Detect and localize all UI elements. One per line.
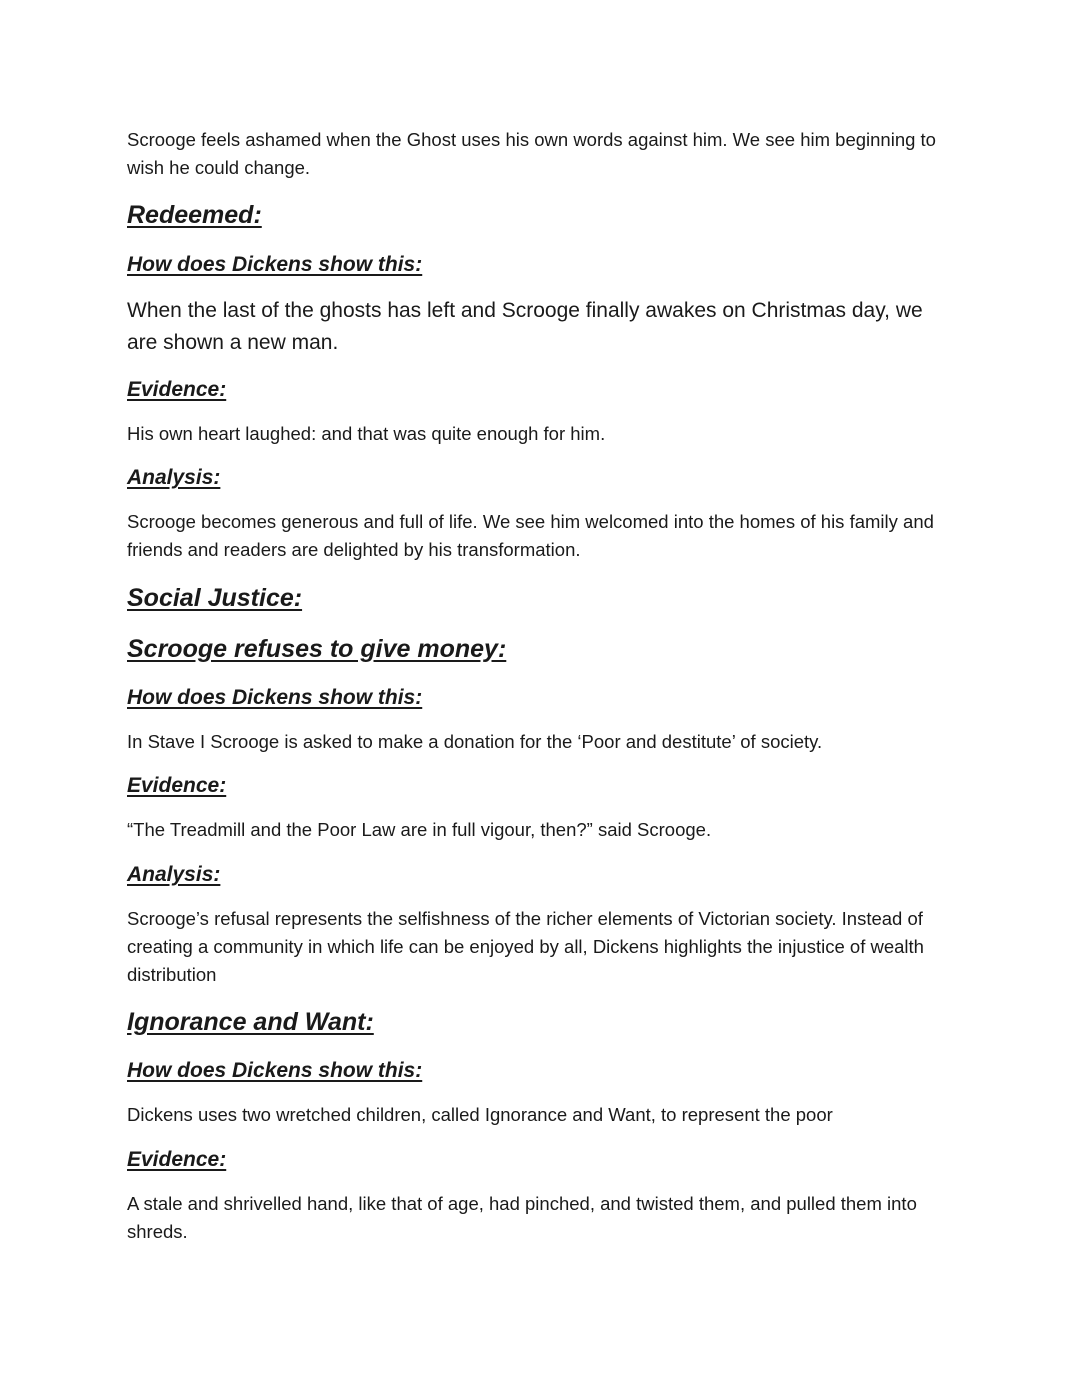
paragraph-treadmill-quote: “The Treadmill and the Poor Law are in full vigour, then?” said Scrooge.	[127, 819, 712, 840]
subheading-evidence-redeemed: Evidence:	[127, 378, 227, 401]
subheading-how-dickens-shows-redeemed: How does Dickens show this:	[127, 253, 423, 276]
paragraph-scrooge-ashamed: Scrooge feels ashamed when the Ghost uses his own words against him. We see him beginning to wish he could change.	[127, 129, 936, 178]
heading-refuses-money: Scrooge refuses to give money:	[127, 635, 507, 663]
paragraph-generous: Scrooge becomes generous and full of life. We see him welcomed into the homes of his family and friends and readers are delighted by his transformation.	[127, 511, 934, 560]
subheading-evidence-ignorance: Evidence:	[127, 1148, 227, 1171]
paragraph-refusal-selfishness: Scrooge’s refusal represents the selfishness of the richer elements of Victorian society. Instead of creating a community in which life can be enjoyed by all, Dickens highlights the injustice of wealth distribution	[127, 908, 924, 985]
subheading-analysis-money: Analysis:	[127, 863, 221, 886]
subheading-how-dickens-shows-money: How does Dickens show this:	[127, 686, 423, 709]
paragraph-new-man: When the last of the ghosts has left and Scrooge finally awakes on Christmas day, we are shown a new man.	[127, 299, 923, 354]
heading-redeemed: Redeemed:	[127, 201, 262, 229]
paragraph-heart-laughed: His own heart laughed: and that was quite enough for him.	[127, 423, 606, 444]
paragraph-two-children: Dickens uses two wretched children, called Ignorance and Want, to represent the poor	[127, 1104, 833, 1125]
heading-social-justice: Social Justice:	[127, 584, 303, 612]
heading-ignorance-want: Ignorance and Want:	[127, 1008, 374, 1036]
subheading-how-dickens-shows-ignorance: How does Dickens show this:	[127, 1059, 423, 1082]
subheading-evidence-money: Evidence:	[127, 774, 227, 797]
paragraph-stave-one: In Stave I Scrooge is asked to make a donation for the ‘Poor and destitute’ of society.	[127, 731, 823, 752]
paragraph-shrivelled-hand: A stale and shrivelled hand, like that of age, had pinched, and twisted them, and pulled them into shreds.	[127, 1193, 917, 1242]
subheading-analysis-redeemed: Analysis:	[127, 466, 221, 489]
